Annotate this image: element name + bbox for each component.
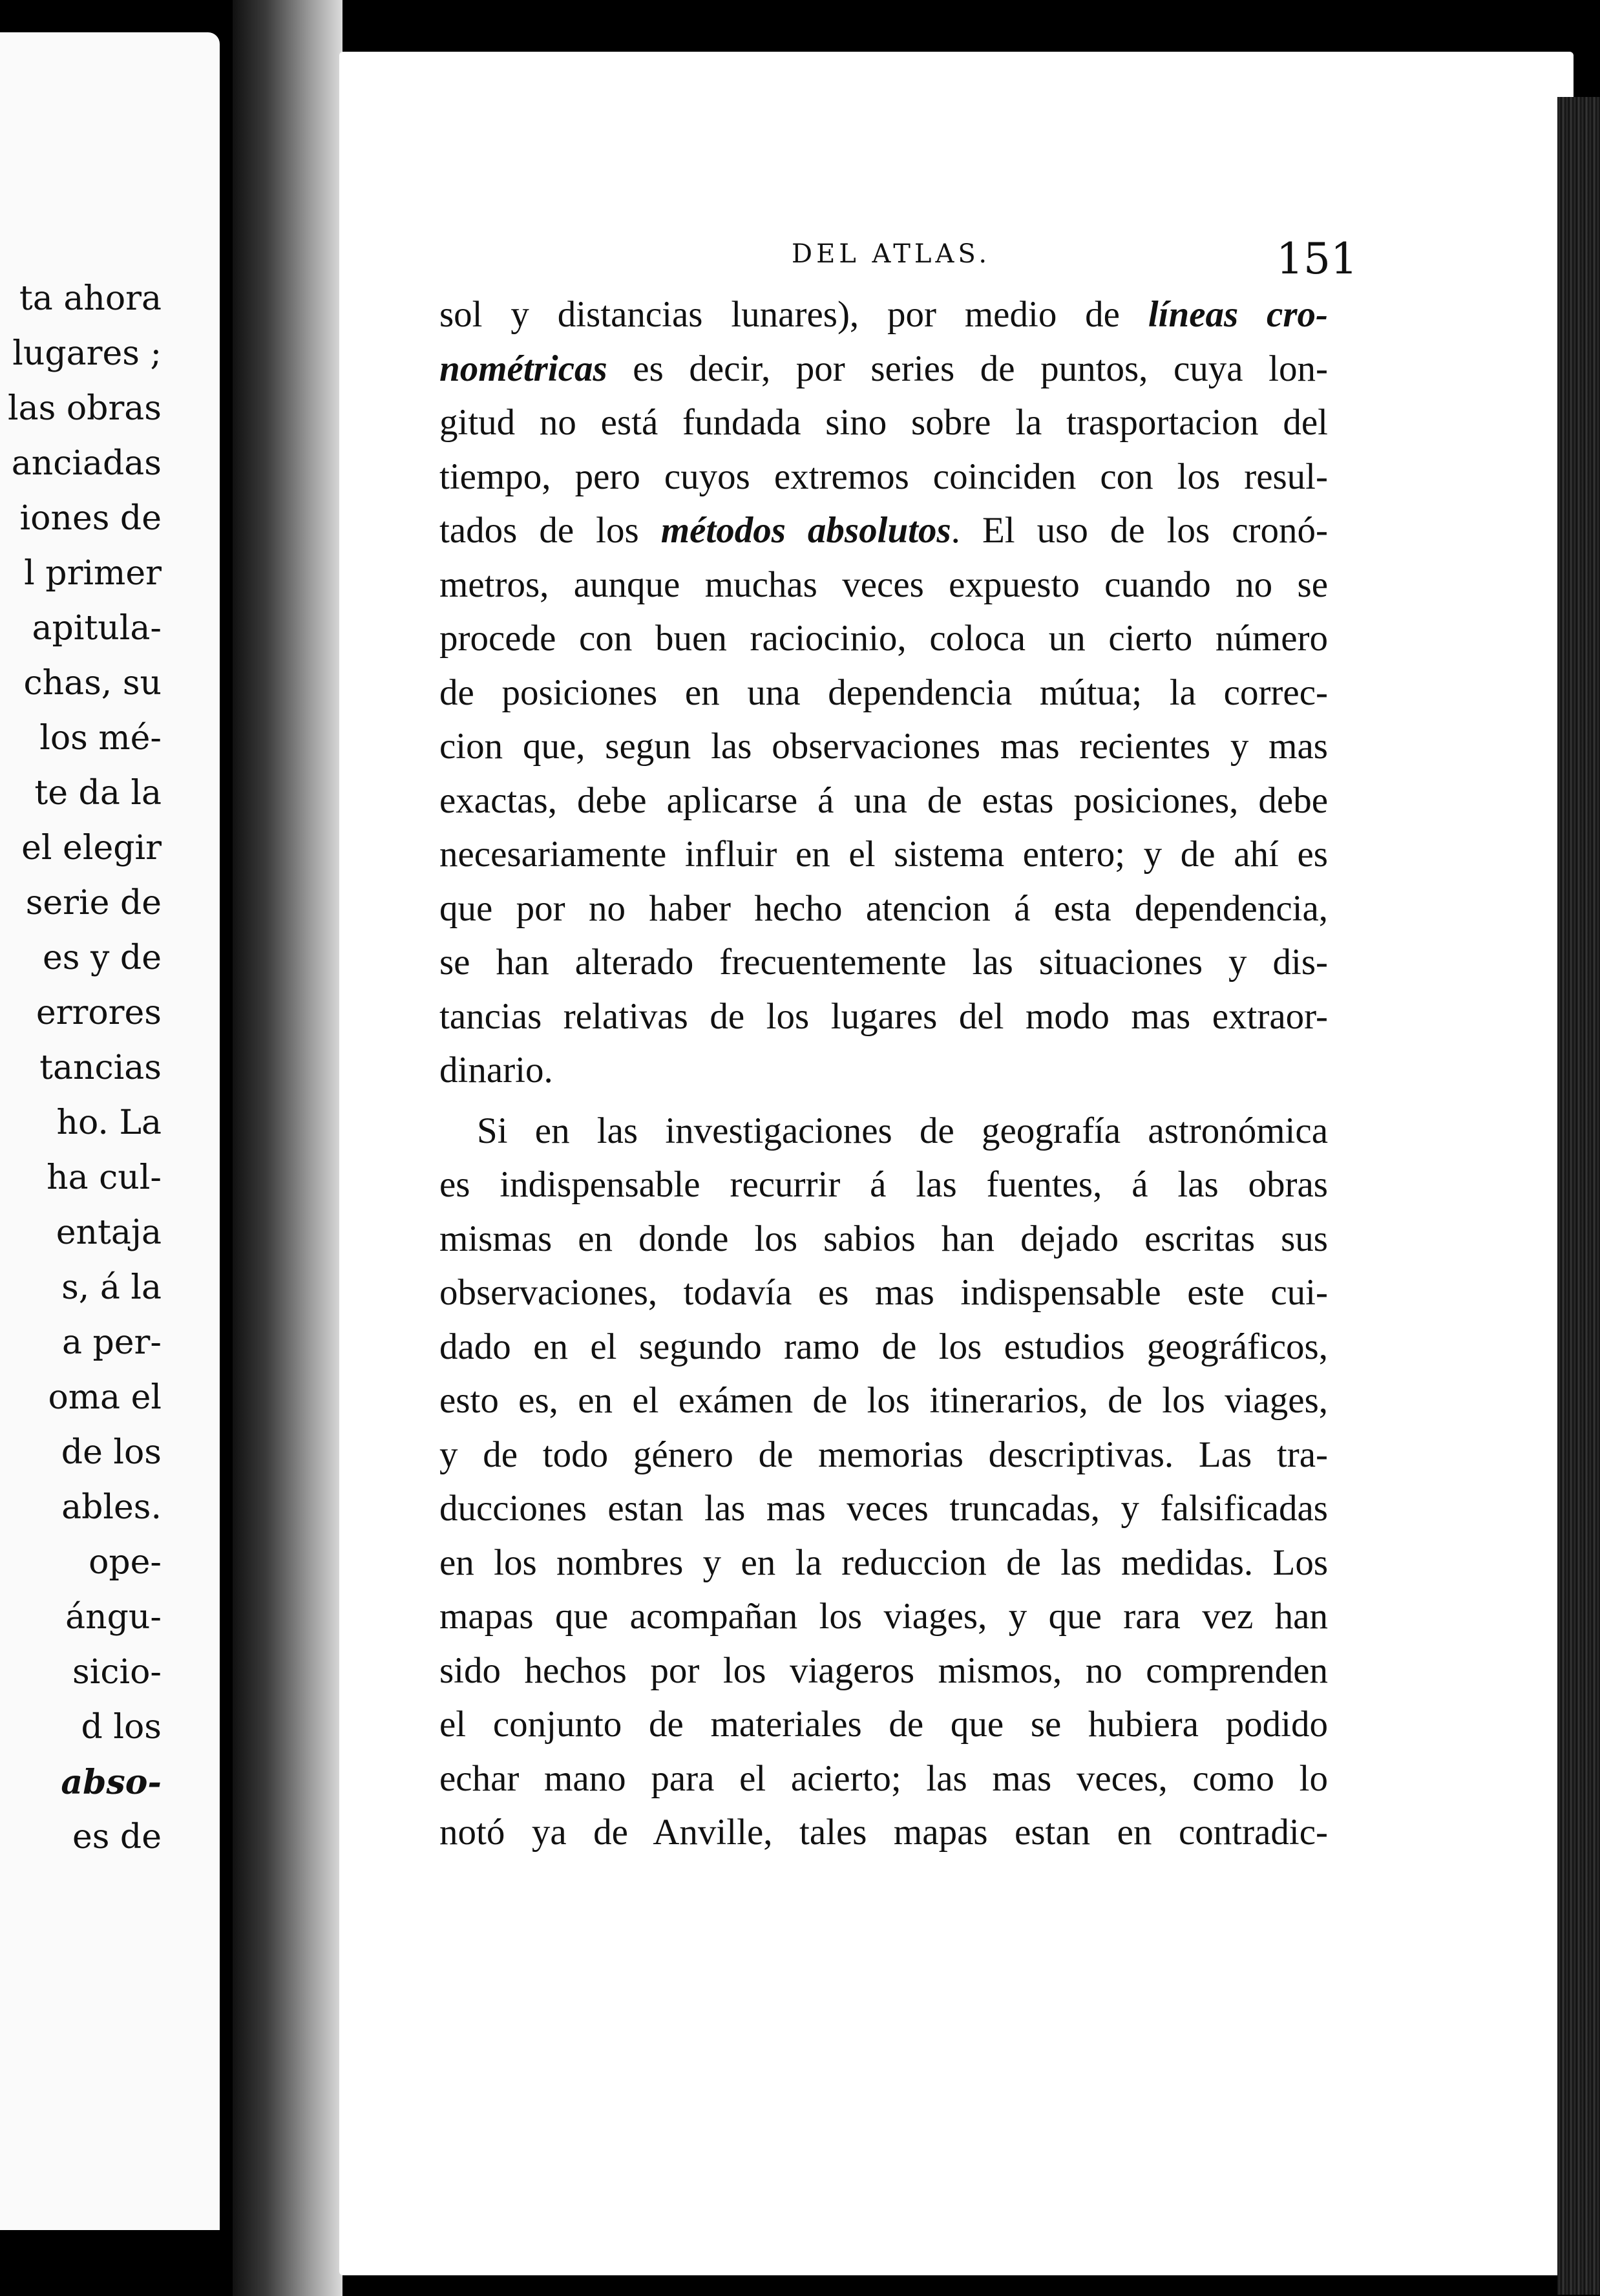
text-line: mapas que acompañan los viages, y que rara vez han [439,1596,1328,1637]
left-page-line: las obras [8,389,162,428]
left-page-text [0,271,162,1865]
text-line [439,450,1328,504]
text-run: tados de los [439,510,661,551]
text-run: tiempo, pero cuyos extremos coinciden con los resul- [439,456,1328,497]
left-page-line: los mé- [39,719,162,758]
text-line: el conjunto de materiales de que se hubiera podido [439,1704,1328,1745]
left-page-line: l primer [24,554,162,593]
text-line: es indispensable recurrir á las fuentes, á las obras [439,1164,1328,1205]
left-page-line: iones de [19,499,162,538]
text-line [439,396,1328,450]
left-page-line: a per- [61,1323,162,1362]
left-page-line: es y de [43,939,162,977]
text-line [439,504,1328,558]
running-head: DEL ATLAS. [792,239,991,269]
left-page-line: lugares ; [12,334,162,373]
left-page-line: errores [36,994,162,1032]
text-line: dado en el segundo ramo de los estudios geográficos, [439,1326,1328,1367]
text-line: notó ya de Anville, tales mapas estan en contradic- [439,1812,1328,1853]
text-line: Si en las investigaciones de geografía astronómica [477,1110,1328,1151]
text-run: . El uso de los cronó- [951,510,1328,551]
text-line [439,1043,1328,1098]
left-page-line: abso- [61,1763,162,1802]
body-text [439,288,1328,1860]
left-page-line: oma el [48,1378,162,1417]
text-run: tancias relativas de los lugares del modo mas extraor- [439,995,1328,1037]
left-page-line: sicio- [72,1653,162,1692]
gutter-shadow [233,0,342,2296]
text-line [439,774,1328,828]
left-page-line: ángu- [65,1598,162,1637]
text-line [439,990,1328,1044]
left-page-line: ta ahora [19,279,162,318]
text-line [439,827,1328,882]
left-page-line: de los [61,1433,162,1472]
emphasized-term: líneas cro- [1148,294,1328,335]
left-page-line: apitula- [32,609,162,648]
text-line [439,666,1328,720]
text-line [439,558,1328,612]
text-run: de posiciones en una dependencia mútua; la correc- [439,672,1328,713]
page-fore-edge [1557,97,1600,2295]
text-run: necesariamente influir en el sistema entero; y de ahí es [439,834,1328,875]
text-line: en los nombres y en la reduccion de las medidas. Los [439,1542,1328,1583]
left-page-line: el elegir [21,829,162,867]
left-page-line: tancias [39,1048,162,1087]
text-run: que por no haber hecho atencion á esta dependencia, [439,888,1328,929]
text-run: dinario. [439,1050,553,1090]
left-page-line: ope- [89,1543,162,1582]
text-run: procede con buen raciocinio, coloca un cierto número [439,618,1328,659]
left-page-line: d los [81,1708,162,1747]
text-line [439,288,1328,342]
text-run: cion que, segun las observaciones mas recientes y mas [439,726,1328,767]
text-line [439,611,1328,666]
left-page-line: serie de [25,884,162,922]
page-number: 151 [1276,234,1358,284]
text-line: echar mano para el acierto; las mas veces, como lo [439,1758,1328,1799]
text-line: y de todo género de memorias descriptivas. Las tra- [439,1434,1328,1475]
emphasized-term: nométricas [439,348,607,389]
left-page-line: entaja [56,1213,162,1252]
left-page-line: ho. La [56,1103,162,1142]
left-page-line: anciadas [11,444,162,483]
text-line [439,935,1328,990]
emphasized-term: métodos absolutos [660,510,951,551]
text-line: ducciones estan las mas veces truncadas, y falsificadas [439,1488,1328,1529]
left-page-line: es de [72,1818,162,1856]
text-line: observaciones, todavía es mas indispensable este cui- [439,1272,1328,1313]
left-page-line: ha cul- [47,1158,162,1197]
text-run: gitud no está fundada sino sobre la trasportacion del [439,402,1328,443]
text-run: sol y distancias lunares), por medio de [439,294,1148,335]
text-run: es decir, por series de puntos, cuya lon- [607,348,1328,389]
text-line: mismas en donde los sabios han dejado escritas sus [439,1218,1328,1259]
text-line [439,882,1328,936]
text-run: exactas, debe aplicarse á una de estas posiciones, debe [439,780,1328,821]
text-run: se han alterado frecuentemente las situaciones y dis- [439,942,1328,983]
left-page-line: te da la [34,774,162,813]
left-page-line: chas, su [23,664,162,703]
paragraph-gap [439,1098,1328,1104]
left-page-line: ables. [61,1488,162,1527]
text-line [439,342,1328,396]
text-line: sido hechos por los viageros mismos, no comprenden [439,1650,1328,1691]
left-page-line: s, á la [61,1268,162,1307]
text-line [439,719,1328,774]
text-run: metros, aunque muchas veces expuesto cuando no se [439,564,1328,605]
text-line: esto es, en el exámen de los itinerarios, de los viages, [439,1380,1328,1421]
